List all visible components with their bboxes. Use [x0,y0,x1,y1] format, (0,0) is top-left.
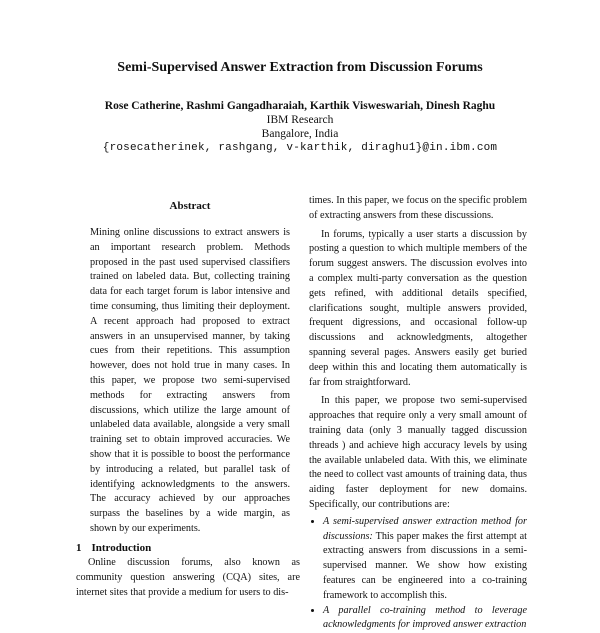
section-heading-introduction [76,542,151,554]
list-item [323,515,527,604]
abstract-heading: Abstract [169,200,211,212]
paragraph-1: times. In this paper, we focus on the specific problem of extracting answers from these discussions. [309,195,527,221]
list-item [323,604,527,633]
bullet-body: This paper makes the first attempt at extracting answers from discussions in a semi-supervised manner. We show how existing features can be engineered into a co-training framework to accomplish this. [323,530,527,601]
bullet-lead: A parallel co-training method to leverage acknowledgments for improved answer extraction [323,604,527,631]
paragraph-2: In forums, typically a user starts a discussion by posting a question to which multiple members of the forum suggest answers. The discussion evolves into a complex multi-party conversation as the question gets refined, with additional details specified, clarifications sought, multiple answers provided, frequent digressions, and occasional follow-up discussions and acknowledgments, altogether spanning several pages. Answers easily get buried deep within this and locating them automatically is far from straightforward. [309,228,527,388]
paper-title: Semi-Supervised Answer Extraction from Discussion Forums [117,60,483,75]
author-emails: {rosecatherinek, rashgang, v-karthik, diraghu1}@in.ibm.com [102,142,498,154]
section-title: Introduction [91,542,152,554]
location: Bangalore, India [261,128,339,140]
introduction-body [76,556,300,600]
right-column [309,194,527,633]
affiliation: IBM Research [266,114,334,126]
section-number: 1 [76,542,82,554]
abstract-text: Mining online discussions to extract answers is an important research problem. Methods proposed in the past used supervised classifiers trained on labeled data. But, collecting training data for each target forum is labor intensive and time consuming, thus limiting their deployment. A recent approach had proposed to extract answers in an unsupervised manner, by taking cues from their repetitions. This assumption however, does not hold true in many cases. In this paper, we propose two semi-supervised methods for extracting answers from discussions, which utilize the large amount of unlabeled data available, alongside a very small training set to obtain improved accuracies. We show that it is possible to boost the performance by introducing a related, but parallel task of identifying acknowledgments to the answers. The accuracy achieved by our approaches surpass the baselines by a wide margin, as shown by our experiments. [90,227,290,534]
introduction-text: Online discussion forums, also known as community question answering (CQA) sites, are internet sites that provide a medium for users to dis- [76,557,300,598]
paragraph-3: In this paper, we propose two semi-supervised approaches that require only a very small amount of training data (only 3 manually tagged discussion threads ) and achieve high accuracy levels by using the available unlabeled data. With this, we eliminate the need to collect vast amounts of training data, thus aiding faster deployment for new domains. Specifically, our contributions are: [309,395,527,510]
contributions-list [309,515,527,633]
abstract-body [90,226,290,537]
bullet-lead: A semi-supervised answer extraction method for discussions: [323,515,527,542]
paper-authors: Rose Catherine, Rashmi Gangadharaiah, Karthik Visweswariah, Dinesh Raghu [104,100,496,112]
